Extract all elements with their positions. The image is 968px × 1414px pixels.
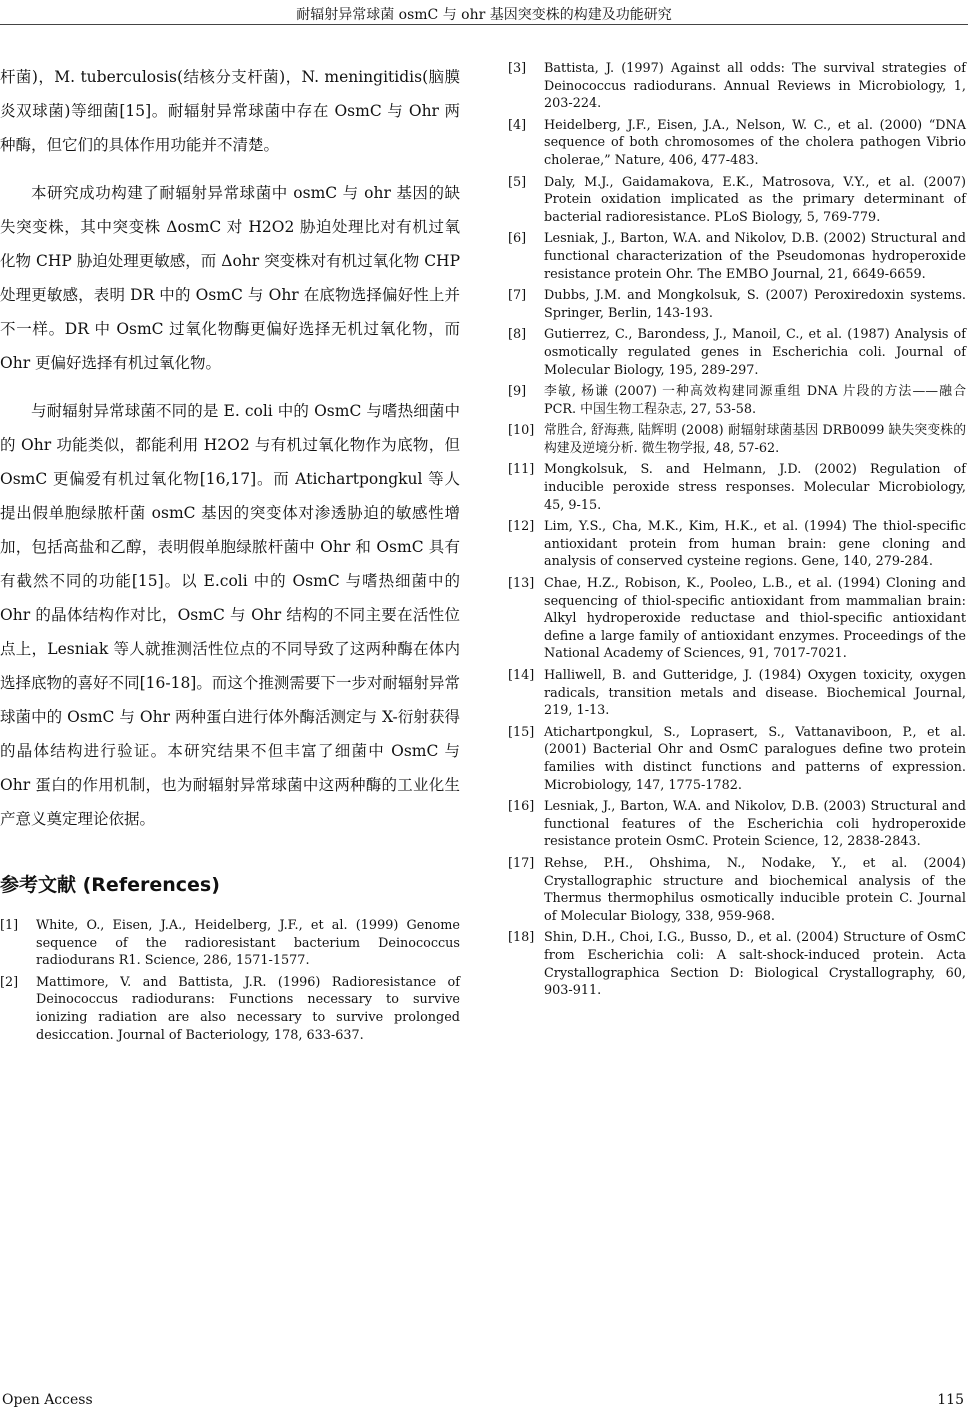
reference-text: Dubbs, J.M. and Mongkolsuk, S. (2007) Peroxiredoxin systems. Springer, Berlin, 143-193. bbox=[544, 288, 966, 321]
reference-number: [5] bbox=[508, 174, 527, 190]
references-list-right bbox=[508, 60, 966, 1004]
reference-text: Heidelberg, J.F., Eisen, J.A., Nelson, W. C., et al. (2000) “DNA sequence of both chromosomes of the cholera pathogen Vibrio cholerae,” Nature, 406, 477-483. bbox=[544, 117, 966, 168]
reference-text: Lesniak, J., Barton, W.A. and Nikolov, D.B. (2002) Structural and functional characterization of the Pseudomonas hydroperoxide resistance protein Ohr. The EMBO Journal, 21, 6649-6659. bbox=[544, 231, 966, 282]
body-paragraph-2: 本研究成功构建了耐辐射异常球菌中 osmC 与 ohr 基因的缺失突变株，其中突变株 ΔosmC 对 H2O2 胁迫处理比对有机过氧化物 CHP 胁迫处理更敏感，而 Δohr 突变株对有机过氧化物 CHP 处理更敏感，表明 DR 中的 OsmC 与 Ohr 在底物选择偏好性上并不一样。DR 中 OsmC 过氧化物酶更偏好选择无机过氧化物，而 Ohr 更偏好选择有机过氧化物。 bbox=[0, 184, 460, 372]
reference-item bbox=[0, 917, 460, 970]
reference-text: Halliwell, B. and Gutteridge, J. (1984) Oxygen toxicity, oxygen radicals, transition metals and disease. Biochemical Journal, 219, 1-13. bbox=[544, 668, 966, 719]
reference-item bbox=[508, 667, 966, 720]
reference-item bbox=[508, 287, 966, 322]
reference-number: [18] bbox=[508, 930, 535, 946]
reference-item bbox=[508, 326, 966, 379]
left-column bbox=[0, 60, 460, 1048]
reference-item bbox=[508, 117, 966, 170]
reference-item bbox=[508, 929, 966, 999]
reference-text: Chae, H.Z., Robison, K., Pooleo, L.B., et al. (1994) Cloning and sequencing of thiol-specific antioxidant from mammalian brain: Alkyl hydroperoxide reductase and thiol-specific antioxidant define a large family of antioxidant enzymes. Proceedings of the National Academy of Sciences, 91, 7017-7021. bbox=[544, 576, 966, 662]
reference-item bbox=[508, 724, 966, 794]
reference-number: [16] bbox=[508, 799, 535, 815]
reference-text: Battista, J. (1997) Against all odds: The survival strategies of Deinococcus radiodurans. Annual Reviews in Microbiology, 1, 203-224. bbox=[544, 61, 966, 112]
reference-item bbox=[508, 855, 966, 925]
reference-number: [13] bbox=[508, 576, 535, 592]
body-text bbox=[0, 60, 460, 836]
reference-number: [7] bbox=[508, 288, 527, 304]
reference-text: Shin, D.H., Choi, I.G., Busso, D., et al. (2004) Structure of OsmC from Escherichia coli: A salt-shock-induced protein. Acta Crystallographica Section D: Biological Crystallography, 60, 903-911. bbox=[544, 930, 966, 999]
reference-item bbox=[508, 383, 966, 418]
reference-number: [14] bbox=[508, 668, 535, 683]
reference-text: 李敏, 杨谦 (2007) 一种高效构建同源重组 DNA 片段的方法——融合 PCR. 中国生物工程杂志, 27, 53-58. bbox=[544, 384, 966, 417]
reference-number: [12] bbox=[508, 519, 535, 535]
reference-item bbox=[508, 798, 966, 851]
reference-text: 常胜合, 舒海燕, 陆辉明 (2008) 耐辐射球菌基因 DRB0099 缺失突变株的构建及逆境分析. 微生物学报, 48, 57-62. bbox=[544, 423, 966, 456]
reference-text: White, O., Eisen, J.A., Heidelberg, J.F., et al. (1999) Genome sequence of the radioresistant bacterium Deinococcus radiodurans R1. Science, 286, 1571-1577. bbox=[36, 918, 460, 969]
reference-number: [11] bbox=[508, 462, 535, 478]
reference-number: [15] bbox=[508, 724, 535, 740]
header-rule bbox=[0, 24, 968, 25]
reference-text: Lim, Y.S., Cha, M.K., Kim, H.K., et al. (1994) The thiol-specific antioxidant protein from human brain: gene cloning and analysis of conserved cysteine regions. Gene, 140, 279-284. bbox=[544, 519, 966, 570]
page-number: 115 bbox=[937, 1392, 964, 1408]
reference-item bbox=[508, 60, 966, 113]
reference-text: Mattimore, V. and Battista, J.R. (1996) Radioresistance of Deinococcus radiodurans: Functions necessary to survive ionizing radiation are also necessary to survive prolonged desiccation. Journal of Bacteriology, 178, 633-637. bbox=[36, 974, 460, 1043]
reference-item bbox=[508, 575, 966, 663]
reference-number: [2] bbox=[0, 974, 19, 990]
reference-text: Gutierrez, C., Barondess, J., Manoil, C., et al. (1987) Analysis of osmotically regulated genes in Escherichia coli. Journal of Molecular Biology, 195, 289-297. bbox=[544, 327, 966, 378]
running-header: 耐辐射异常球菌 osmC 与 ohr 基因突变株的构建及功能研究 bbox=[296, 7, 672, 23]
reference-item bbox=[0, 974, 460, 1044]
reference-text: Atichartpongkul, S., Loprasert, S., Vattanaviboon, P., et al. (2001) Bacterial Ohr and OsmC paralogues define two protein families with distinct functions and patterns of expression. Microbiology, 147, 1775-1782. bbox=[544, 724, 966, 793]
reference-number: [1] bbox=[0, 918, 19, 933]
reference-item bbox=[508, 174, 966, 227]
reference-item bbox=[508, 230, 966, 283]
reference-number: [3] bbox=[508, 61, 527, 76]
reference-text: Daly, M.J., Gaidamakova, E.K., Matrosova, V.Y., et al. (2007) Protein oxidation implicated as the primary determinant of bacterial radioresistance. PLoS Biology, 5, 769-779. bbox=[544, 174, 966, 225]
reference-number: [10] bbox=[508, 423, 535, 439]
reference-item bbox=[508, 518, 966, 571]
reference-text: Rehse, P.H., Ohshima, N., Nodake, Y., et al. (2004) Crystallographic structure and biochemical analysis of the Thermus thermophilus osmotically inducible protein C. Journal of Molecular Biology, 338, 959-968. bbox=[544, 855, 966, 924]
reference-number: [17] bbox=[508, 855, 535, 871]
reference-item bbox=[508, 461, 966, 514]
footer-open-access: Open Access bbox=[2, 1392, 93, 1408]
reference-number: [9] bbox=[508, 384, 527, 400]
references-heading: 参考文献 (References) bbox=[0, 874, 220, 896]
reference-number: [4] bbox=[508, 117, 527, 133]
body-paragraph-1: 杆菌)，M. tuberculosis(结核分支杆菌)，N. meningitidis(脑膜炎双球菌)等细菌[15]。耐辐射异常球菌中存在 OsmC 与 Ohr 两种酶，但它们的具体作用功能并不清楚。 bbox=[0, 68, 460, 154]
body-paragraph-3: 与耐辐射异常球菌不同的是 E. coli 中的 OsmC 与嗜热细菌中的 Ohr 功能类似，都能利用 H2O2 与有机过氧化物作为底物，但 OsmC 更偏爱有机过氧化物[16,17]。而 Atichartpongkul 等人提出假单胞绿脓杆菌 osmC 基因的突变体对渗透胁迫的敏感性增加，包括高盐和乙醇，表明假单胞绿脓杆菌中 Ohr 和 OsmC 具有有截然不同的功能[15]。以 E.coli 中的 OsmC 与嗜热细菌中的 Ohr 的晶体结构作对比，OsmC 与 Ohr 结构的不同主要在活性位点上，Lesniak 等人就推测活性位点的不同导致了这两种酶在体内选择底物的喜好不同[16-18]。而这个推测需要下一步对耐辐射异常球菌中的 OsmC 与 Ohr 两种蛋白进行体外酶活测定与 X-衍射获得的晶体结构进行验证。本研究结果不但丰富了细菌中 OsmC 与 Ohr 蛋白的作用机制，也为耐辐射异常球菌中这两种酶的工业化生产意义奠定理论依据。 bbox=[0, 402, 460, 828]
reference-number: [6] bbox=[508, 231, 527, 247]
reference-number: [8] bbox=[508, 327, 527, 343]
reference-text: Lesniak, J., Barton, W.A. and Nikolov, D.B. (2003) Structural and functional features of the Escherichia coli hydroperoxide resistance protein OsmC. Protein Science, 12, 2838-2843. bbox=[544, 799, 966, 850]
reference-item bbox=[508, 422, 966, 457]
reference-text: Mongkolsuk, S. and Helmann, J.D. (2002) Regulation of inducible peroxide stress responses. Molecular Microbiology, 45, 9-15. bbox=[544, 462, 966, 513]
references-list-left bbox=[0, 917, 460, 1044]
